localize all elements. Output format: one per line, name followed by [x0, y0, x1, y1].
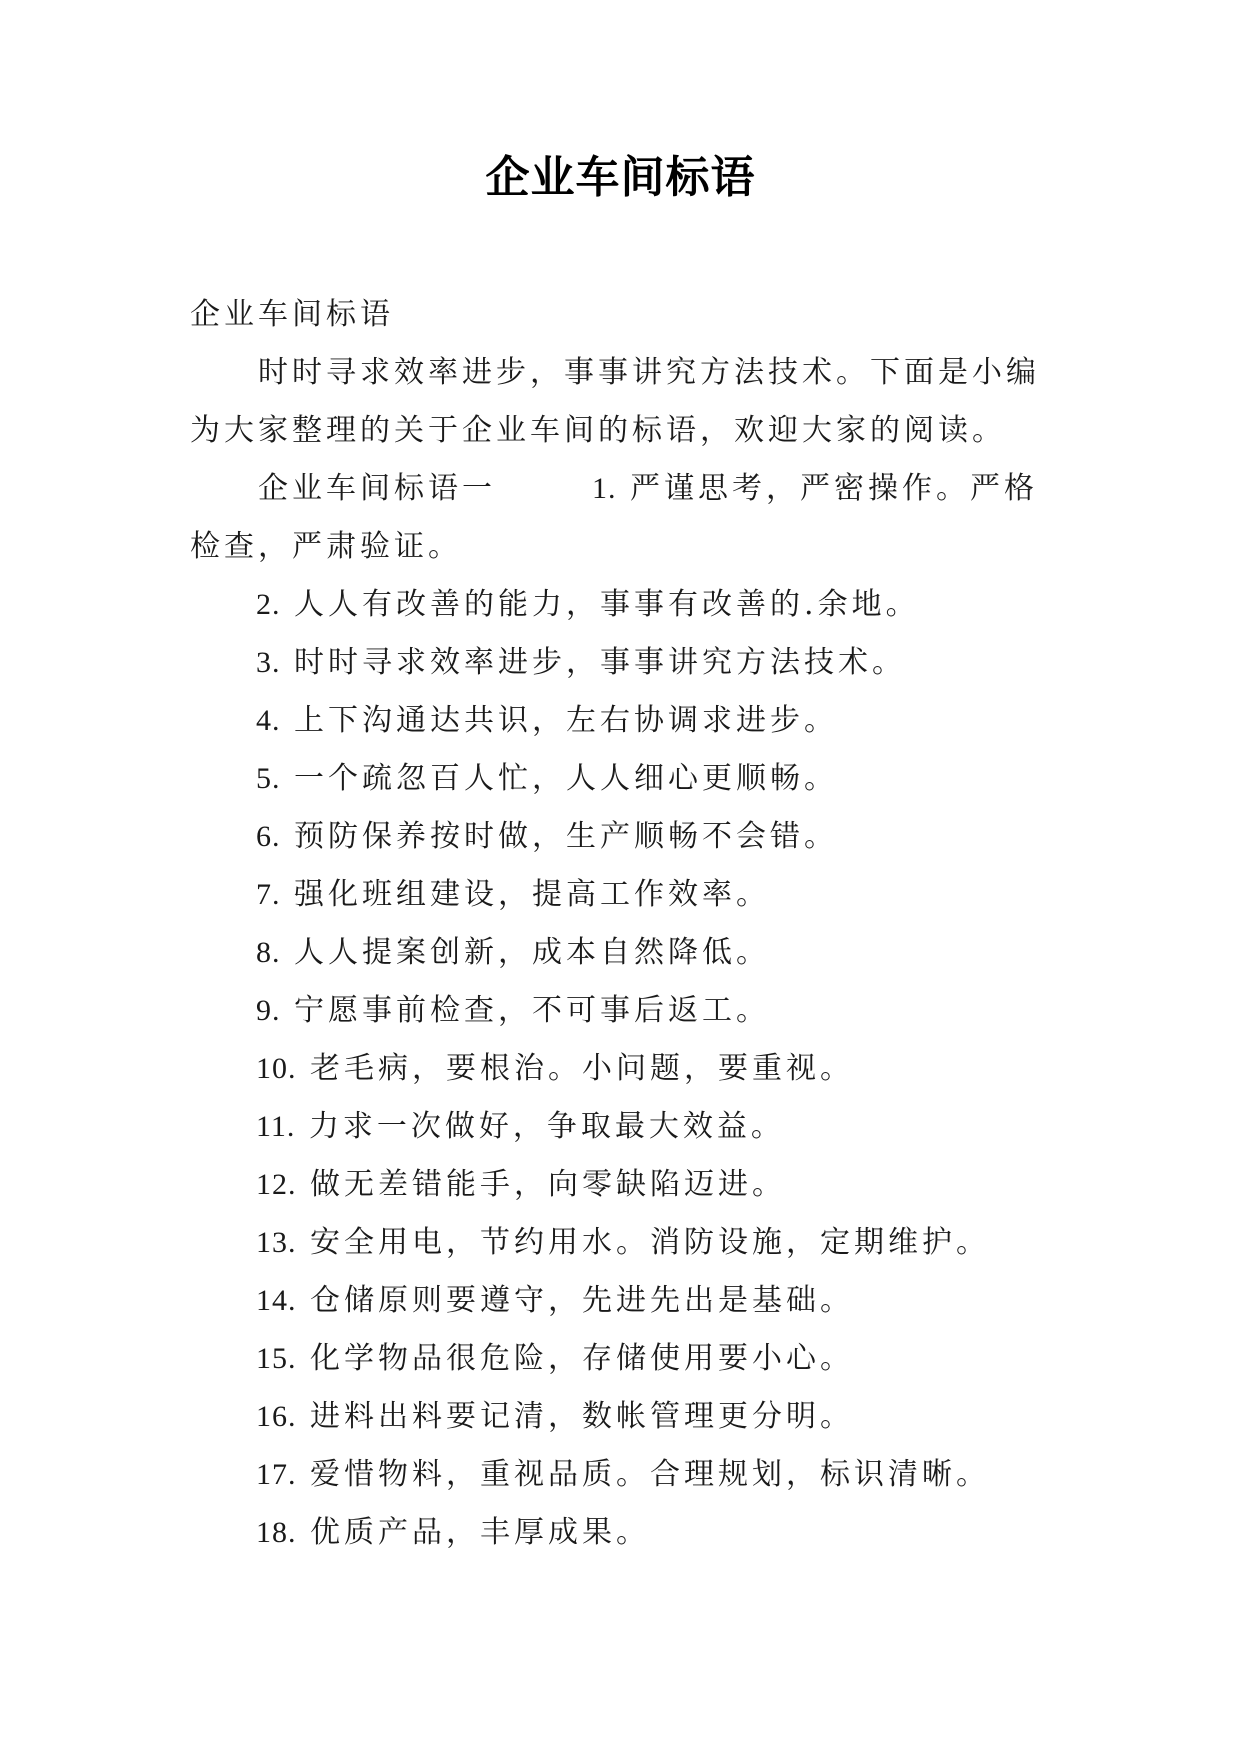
list-item-number: 4. — [256, 704, 281, 737]
first-item-paragraph — [190, 460, 1060, 576]
list-item — [190, 634, 1060, 692]
list-item-number: 18. — [256, 1516, 297, 1549]
list-item-number: 7. — [256, 878, 281, 911]
list-item-number: 15. — [256, 1342, 297, 1375]
list-item-text: 化学物品很危险，存储使用要小心。 — [310, 1341, 855, 1376]
list-item — [190, 1388, 1060, 1446]
list-item-number: 11. — [256, 1110, 296, 1143]
list-item-text: 进料出料要记清，数帐管理更分明。 — [310, 1399, 855, 1434]
list-item — [190, 808, 1060, 866]
list-item — [190, 1330, 1060, 1388]
list-item-number: 16. — [256, 1400, 297, 1433]
list-item-number: 3. — [256, 646, 281, 679]
intro-paragraph: 时时寻求效率进步，事事讲究方法技术。下面是小编为大家整理的关于企业车间的标语，欢迎大家的阅读。 — [190, 355, 1040, 448]
list-item-text: 上下沟通达共识，左右协调求进步。 — [294, 703, 839, 738]
list-item — [190, 1504, 1060, 1562]
list-item-text: 时时寻求效率进步，事事讲究方法技术。 — [294, 645, 907, 680]
slogan-list — [190, 576, 1060, 1562]
list-item-text: 人人提案创新，成本自然降低。 — [294, 935, 771, 970]
section-heading: 企业车间标语一 — [258, 471, 496, 506]
page-title: 企业车间标语 — [485, 152, 756, 203]
list-item-text: 做无差错能手，向零缺陷迈进。 — [310, 1167, 787, 1202]
list-item-text: 力求一次做好，争取最大效益。 — [308, 1109, 785, 1144]
list-item — [190, 692, 1060, 750]
list-item — [190, 982, 1060, 1040]
list-item — [190, 1446, 1060, 1504]
list-item-number: 6. — [256, 820, 281, 853]
list-item-text: 严谨思考，严密操作。严格检查，严肃验证。 — [190, 471, 1039, 564]
list-item-number: 5. — [256, 762, 281, 795]
list-item — [190, 750, 1060, 808]
list-item-number: 13. — [256, 1226, 297, 1259]
list-item — [190, 866, 1060, 924]
list-item — [190, 1156, 1060, 1214]
list-item-number: 17. — [256, 1458, 297, 1491]
list-item — [190, 576, 1060, 634]
list-item — [190, 1214, 1060, 1272]
list-item-text: 一个疏忽百人忙，人人细心更顺畅。 — [294, 761, 839, 796]
list-item-number: 14. — [256, 1284, 297, 1317]
list-item-text: 宁愿事前检查，不可事后返工。 — [294, 993, 771, 1028]
list-item-text: 安全用电，节约用水。消防设施，定期维护。 — [310, 1225, 991, 1260]
subtitle: 企业车间标语 — [190, 297, 394, 332]
list-item-text: 优质产品，丰厚成果。 — [310, 1515, 651, 1550]
list-item-number: 2. — [256, 588, 281, 621]
document-body — [190, 286, 1060, 1562]
list-item-text: 仓储原则要遵守，先进先出是基础。 — [310, 1283, 855, 1318]
list-item-text: 人人有改善的能力，事事有改善的.余地。 — [294, 587, 920, 622]
list-item-text: 爱惜物料，重视品质。合理规划，标识清晰。 — [310, 1457, 991, 1492]
list-item — [190, 1040, 1060, 1098]
list-item-number: 1. — [592, 472, 617, 505]
list-item-number: 9. — [256, 994, 281, 1027]
list-item — [190, 924, 1060, 982]
list-item-number: 12. — [256, 1168, 297, 1201]
list-item-number: 8. — [256, 936, 281, 969]
list-item — [190, 1272, 1060, 1330]
list-item-number: 10. — [256, 1052, 297, 1085]
list-item-text: 老毛病，要根治。小问题，要重视。 — [310, 1051, 855, 1086]
list-item-text: 预防保养按时做，生产顺畅不会错。 — [294, 819, 839, 854]
list-item-text: 强化班组建设，提高工作效率。 — [294, 877, 771, 912]
list-item — [190, 1098, 1060, 1156]
